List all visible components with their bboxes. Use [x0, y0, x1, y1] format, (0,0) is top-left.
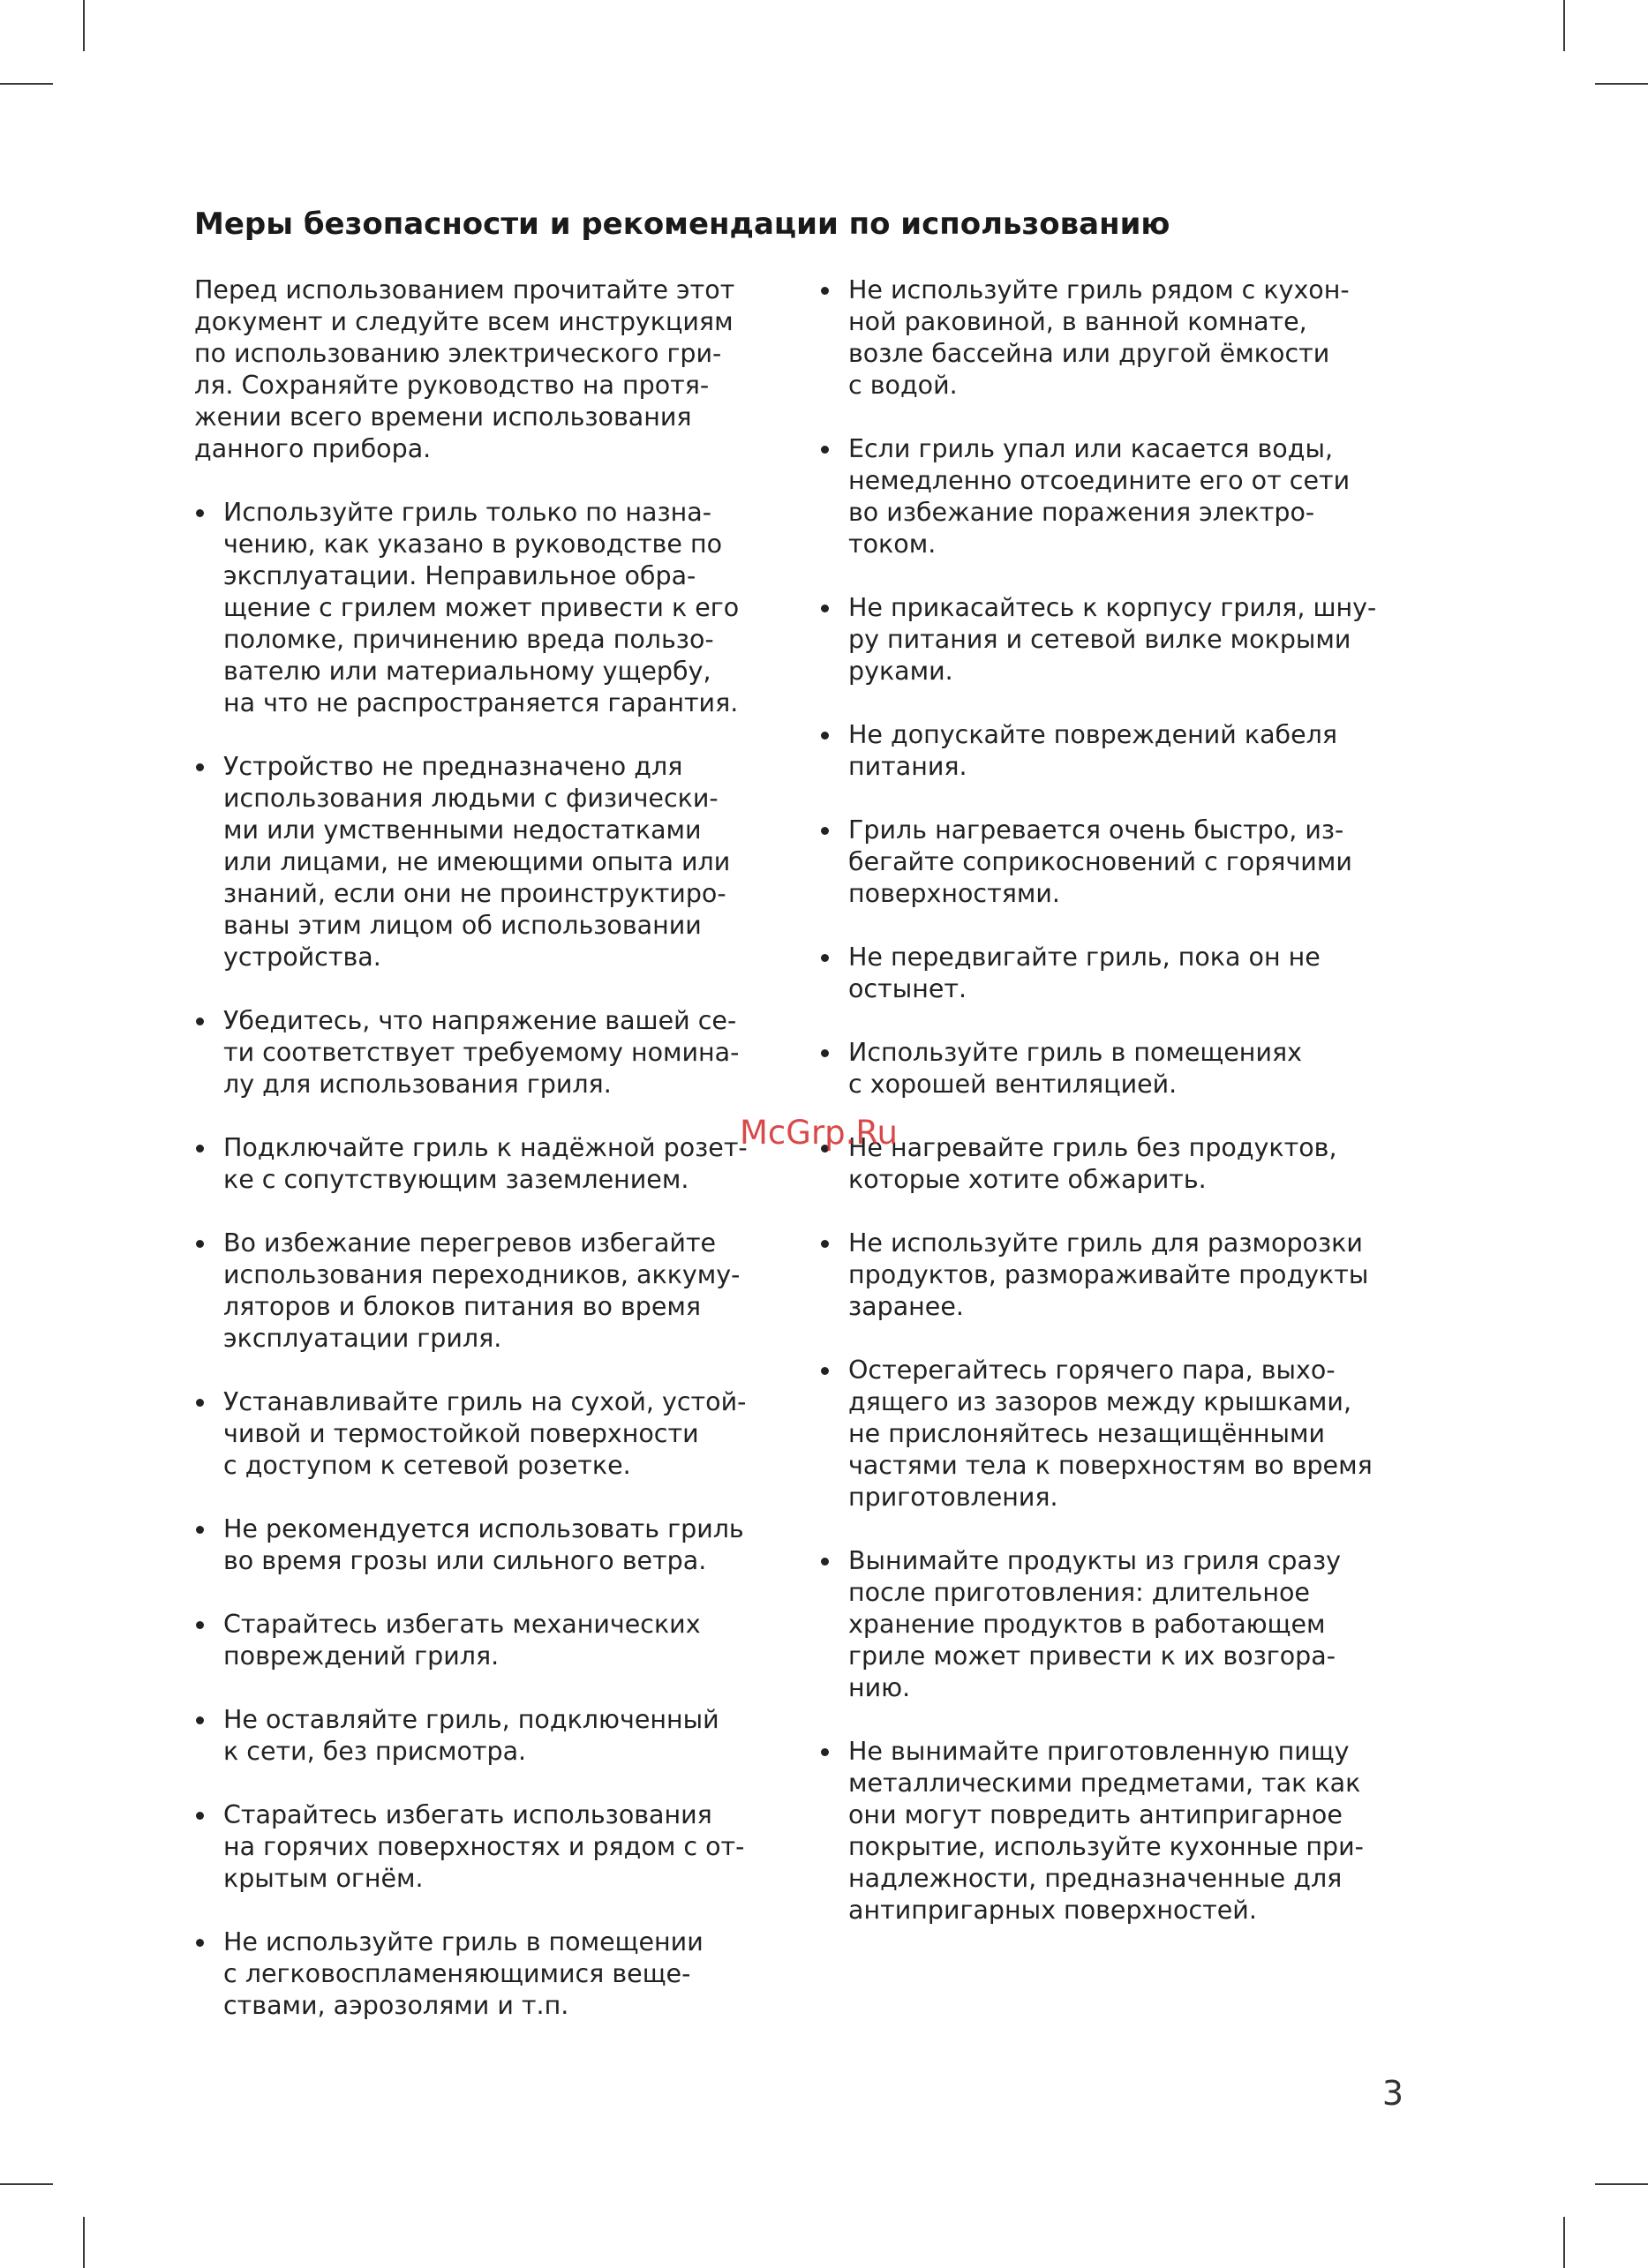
list-item-text: Не передвигайте гриль, пока он не остынет. — [848, 942, 1321, 1003]
list-item-text: Не используйте гриль в помещении с легковоспламеняющимися веще- ствами, аэрозолями и т.п. — [223, 1927, 704, 2020]
list-item-text: Не используйте гриль рядом с кухон- ной раковиной, в ванной комнате, возле бассейна или другой ёмкости с водой. — [848, 275, 1350, 400]
bullet-icon — [821, 732, 829, 740]
list-item-text: Подключайте гриль к надёжной розет- ке с сопутствующим заземлением. — [223, 1133, 748, 1194]
bullet-icon — [821, 1367, 829, 1375]
list-item-text: Гриль нагревается очень быстро, из- бегайте соприкосновений с горячими поверхностями. — [848, 815, 1352, 908]
list-item — [194, 1799, 794, 1895]
bullet-icon — [821, 827, 829, 835]
bullet-icon — [196, 1145, 204, 1153]
bullet-icon — [196, 1812, 204, 1820]
crop-mark-top-right-horizontal — [1595, 83, 1648, 85]
list-item — [819, 1037, 1428, 1100]
list-item — [819, 1736, 1428, 1926]
list-item-text: Не вынимайте приготовленную пищу металлическими предметами, так как они могут повредить антипригарное покрытие, используйте кухонные при- надлежности, предназначенные для антипригарных поверхностей. — [848, 1737, 1364, 1925]
bullet-icon — [196, 1716, 204, 1724]
bullet-icon — [196, 1240, 204, 1248]
list-item — [194, 1513, 794, 1577]
list-item-text: Устанавливайте гриль на сухой, устой- чивой и термостойкой поверхности с доступом к сетевой розетке. — [223, 1387, 747, 1480]
list-item — [819, 592, 1428, 687]
list-item-text: Если гриль упал или касается воды, немедленно отсоедините его от сети во избежание поражения электро- током. — [848, 434, 1351, 559]
list-item — [194, 1132, 794, 1196]
list-item-text: Используйте гриль в помещениях с хорошей вентиляцией. — [848, 1038, 1302, 1099]
left-bullet-list — [194, 497, 794, 2022]
list-item — [819, 1355, 1428, 1513]
crop-mark-top-left-vertical — [83, 0, 85, 51]
crop-mark-top-left-horizontal — [0, 83, 53, 85]
list-item — [819, 1228, 1428, 1323]
watermark: McGrp.Ru — [740, 1114, 898, 1152]
list-item-text: Вынимайте продукты из гриля сразу после приготовления: длительное хранение продуктов в работающем гриле может привести к их возгора- нию. — [848, 1546, 1341, 1702]
list-item-text: Убедитесь, что напряжение вашей се- ти соответствует требуемому номина- лу для использования гриля. — [223, 1006, 740, 1099]
list-item-text: Не используйте гриль для разморозки продуктов, размораживайте продукты заранее. — [848, 1228, 1369, 1321]
list-item-text: Не нагревайте гриль без продуктов, которые хотите обжарить. — [848, 1133, 1337, 1194]
list-item-text: Во избежание перегревов избегайте использования переходников, аккуму- ляторов и блоков питания во время эксплуатации гриля. — [223, 1228, 741, 1353]
list-item — [819, 433, 1428, 560]
list-item-text: Не допускайте повреждений кабеля питания. — [848, 720, 1338, 781]
bullet-icon — [196, 1526, 204, 1534]
crop-mark-bottom-right-horizontal — [1595, 2183, 1648, 2185]
list-item-text: Устройство не предназначено для использования людьми с физически- ми или умственными недостатками или лицами, не имеющими опыта или знаний, если они не проинструктиро- ваны этим лицом об использовании устройства. — [223, 752, 731, 972]
list-item-text: Используйте гриль только по назна- чению, как указано в руководстве по эксплуатации. Неправильное обра- щение с грилем может привести к его поломке, причинению вреда пользо- вателю или материальному ущербу, на что не распространяется гарантия. — [223, 498, 740, 717]
page-title: Меры безопасности и рекомендации по использованию — [194, 207, 1170, 242]
bullet-icon — [821, 954, 829, 962]
bullet-icon — [196, 1621, 204, 1629]
bullet-icon — [821, 1558, 829, 1566]
list-item — [819, 274, 1428, 402]
list-item-text: Не прикасайтесь к корпусу гриля, шну- ру питания и сетевой вилке мокрыми руками. — [848, 593, 1377, 686]
bullet-icon — [196, 509, 204, 517]
list-item — [194, 1228, 794, 1355]
list-item — [194, 497, 794, 719]
list-item — [819, 1545, 1428, 1704]
bullet-icon — [821, 1748, 829, 1756]
list-item-text: Старайтесь избегать использования на горячих поверхностях и рядом с от- крытым огнём. — [223, 1800, 745, 1893]
bullet-icon — [196, 763, 204, 771]
list-item — [194, 1926, 794, 2022]
list-item — [819, 942, 1428, 1005]
crop-mark-bottom-right-vertical — [1563, 2217, 1565, 2268]
crop-mark-bottom-left-vertical — [83, 2217, 85, 2268]
bullet-icon — [821, 446, 829, 454]
list-item — [194, 1704, 794, 1768]
list-item — [194, 751, 794, 973]
page-number: 3 — [1381, 2074, 1403, 2113]
list-item-text: Не оставляйте гриль, подключенный к сети, без присмотра. — [223, 1705, 719, 1766]
bullet-icon — [196, 1399, 204, 1407]
crop-mark-top-right-vertical — [1563, 0, 1565, 51]
list-item — [194, 1609, 794, 1672]
bullet-icon — [821, 1240, 829, 1248]
intro-paragraph: Перед использованием прочитайте этот документ и следуйте всем инструкциям по использованию электрического гри- ля. Сохраняйте руководство на протя- жении всего времени использования данного прибора. — [194, 275, 735, 463]
right-bullet-list — [819, 274, 1428, 1926]
right-column — [819, 274, 1428, 1958]
bullet-icon — [821, 1049, 829, 1057]
bullet-icon — [821, 605, 829, 612]
list-item-text: Старайтесь избегать механических повреждений гриля. — [223, 1610, 701, 1671]
left-column — [194, 274, 794, 2054]
list-item — [194, 1005, 794, 1100]
list-item — [819, 719, 1428, 783]
list-item-text: Остерегайтесь горячего пара, выхо- дящего из зазоров между крышками, не прислоняйтесь незащищёнными частями тела к поверхностям во время приготовления. — [848, 1356, 1373, 1512]
crop-mark-bottom-left-horizontal — [0, 2183, 53, 2185]
bullet-icon — [196, 1939, 204, 1947]
bullet-icon — [821, 287, 829, 295]
list-item-text: Не рекомендуется использовать гриль во время грозы или сильного ветра. — [223, 1514, 744, 1575]
list-item — [819, 815, 1428, 910]
bullet-icon — [196, 1018, 204, 1025]
list-item — [819, 1132, 1428, 1196]
list-item — [194, 1386, 794, 1482]
